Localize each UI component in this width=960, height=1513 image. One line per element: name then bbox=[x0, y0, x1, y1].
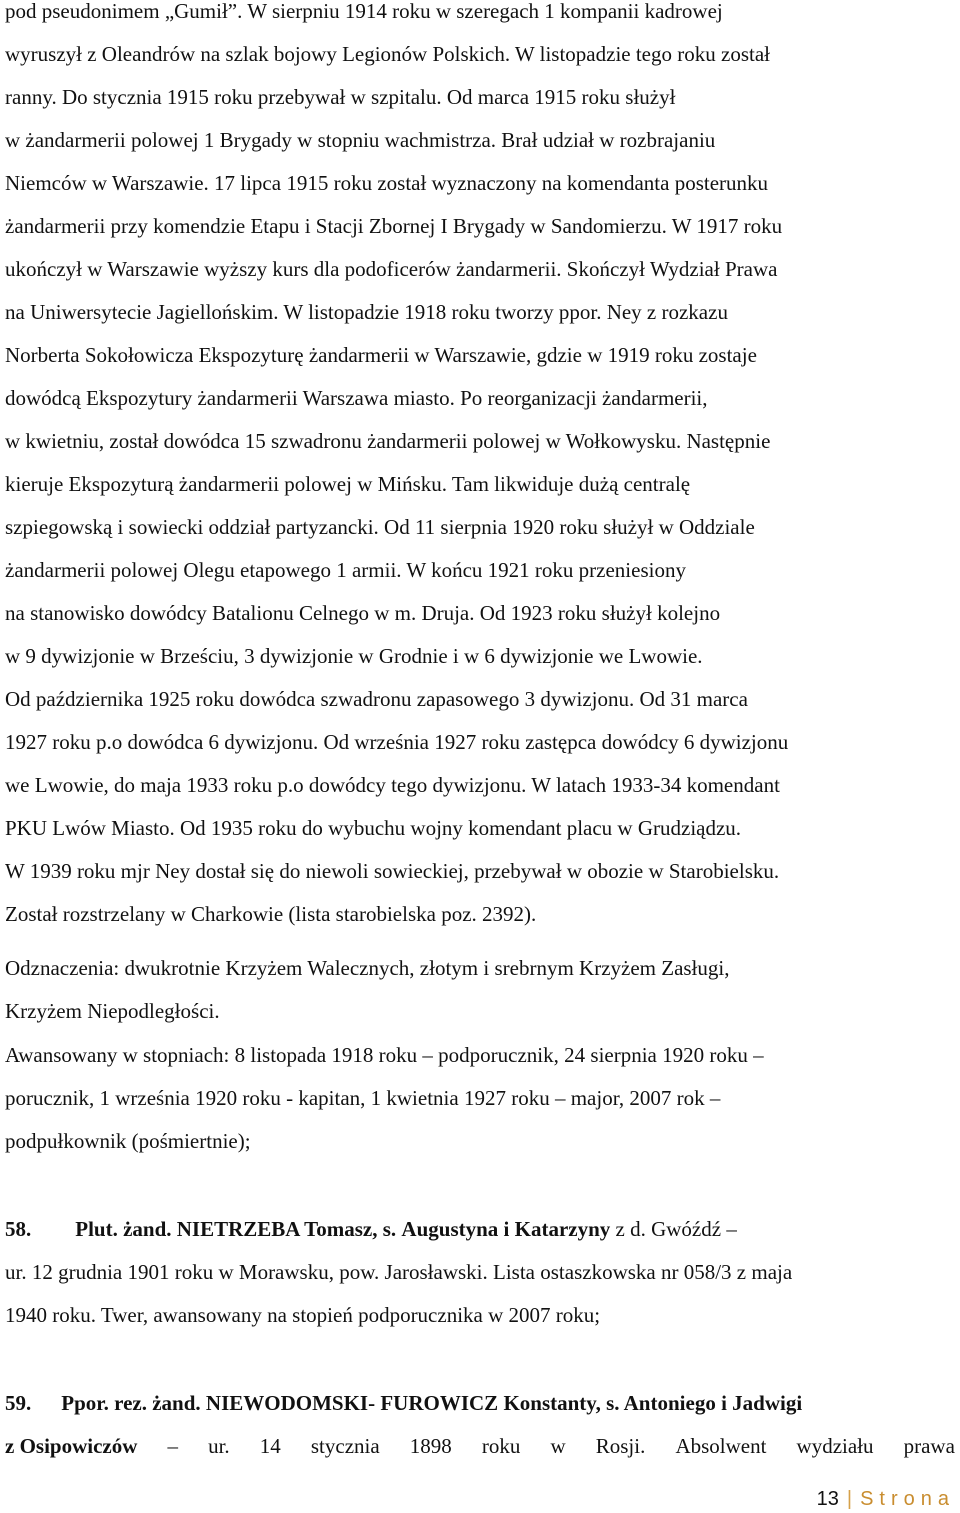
word: roku bbox=[481, 1434, 521, 1458]
text-line: kieruje Ekspozyturą żandarmerii polowej w Mińsku. Tam likwiduje dużą centralę bbox=[5, 472, 691, 496]
text-line: szpiegowską i sowiecki oddział partyzancki. Od 11 sierpnia 1920 roku służył w Oddziale bbox=[5, 515, 755, 539]
word: wydziału bbox=[796, 1434, 874, 1458]
text-line: 1927 roku p.o dowódca 6 dywizjonu. Od września 1927 roku zastępca dowódcy 6 dywizjonu bbox=[5, 730, 789, 754]
entry-number: 59. bbox=[5, 1391, 32, 1415]
page-number: 13 bbox=[816, 1488, 839, 1510]
page-word: Strona bbox=[860, 1488, 955, 1510]
word: w bbox=[550, 1434, 566, 1458]
word: ur. bbox=[208, 1434, 230, 1458]
text-line: w kwietniu, został dowódca 15 szwadronu żandarmerii polowej w Wołkowysku. Następnie bbox=[5, 429, 771, 453]
entry-rank: Plut. żand. bbox=[75, 1217, 172, 1241]
word: 14 bbox=[259, 1434, 281, 1458]
text-line: porucznik, 1 września 1920 roku - kapitan, 1 kwietnia 1927 roku – major, 2007 rok – bbox=[5, 1086, 721, 1110]
text-line: w żandarmerii polowej 1 Brygady w stopniu wachmistrza. Brał udział w rozbrajaniu bbox=[5, 128, 716, 152]
text-line: 1940 roku. Twer, awansowany na stopień podporucznika w 2007 roku; bbox=[5, 1303, 601, 1327]
entry-parents: Augustyna i Katarzyny bbox=[401, 1217, 611, 1241]
text-line: pod pseudonimem „Gumił”. W sierpniu 1914 roku w szeregach 1 kompanii kadrowej bbox=[5, 0, 723, 23]
text-line: we Lwowie, do maja 1933 roku p.o dowódcy tego dywizjonu. W latach 1933-34 komendant bbox=[5, 773, 780, 797]
entry-name: NIETRZEBA Tomasz, s. bbox=[176, 1217, 397, 1241]
text-line: ranny. Do stycznia 1915 roku przebywał w szpitalu. Od marca 1915 roku służył bbox=[5, 85, 676, 109]
word: Rosji. bbox=[595, 1434, 646, 1458]
text-line: ukończył w Warszawie wyższy kurs dla podoficerów żandarmerii. Skończył Wydział Prawa bbox=[5, 257, 778, 281]
text-line: Niemców w Warszawie. 17 lipca 1915 roku został wyznaczony na komendanta posterunku bbox=[5, 171, 769, 195]
text-line: Krzyżem Niepodległości. bbox=[5, 999, 220, 1023]
entry-number: 58. bbox=[5, 1217, 32, 1241]
text-line: ur. 12 grudnia 1901 roku w Morawsku, pow. Jarosławski. Lista ostaszkowska nr 058/3 z maja bbox=[5, 1260, 793, 1284]
entry-heading-line bbox=[5, 1388, 802, 1418]
text-line: Norberta Sokołowicza Ekspozyturę żandarmerii w Warszawie, gdzie w 1919 roku zostaje bbox=[5, 343, 757, 367]
text-line: Od października 1925 roku dowódca szwadronu zapasowego 3 dywizjonu. Od 31 marca bbox=[5, 687, 748, 711]
footer-separator: | bbox=[846, 1488, 853, 1510]
text-line: podpułkownik (pośmiertnie); bbox=[5, 1129, 251, 1153]
text-line: W 1939 roku mjr Ney dostał się do niewoli sowieckiej, przebywał w obozie w Starobielsku. bbox=[5, 859, 780, 883]
text-line: Odznaczenia: dwukrotnie Krzyżem Walecznych, złotym i srebrnym Krzyżem Zasługi, bbox=[5, 956, 730, 980]
entry-name: NIEWODOMSKI- FUROWICZ Konstanty, s. Antoniego i Jadwigi bbox=[205, 1391, 803, 1415]
text-line: PKU Lwów Miasto. Od 1935 roku do wybuchu wojny komendant placu w Grudziądzu. bbox=[5, 816, 742, 840]
entry-heading-rest: z d. Gwóźdź – bbox=[615, 1217, 737, 1241]
text-line: wyruszył z Oleandrów na szlak bojowy Legionów Polskich. W listopadzie tego roku został bbox=[5, 42, 770, 66]
text-line: na Uniwersytecie Jagiellońskim. W listopadzie 1918 roku tworzy ppor. Ney z rozkazu bbox=[5, 300, 728, 324]
entry-rank: Ppor. rez. żand. bbox=[61, 1391, 201, 1415]
text-line: w 9 dywizjonie w Brześciu, 3 dywizjonie w Grodnie i w 6 dywizjonie we Lwowie. bbox=[5, 644, 703, 668]
page-footer bbox=[817, 1488, 955, 1510]
word: prawa bbox=[903, 1434, 955, 1458]
text-line: Został rozstrzelany w Charkowie (lista starobielska poz. 2392). bbox=[5, 902, 537, 926]
word: stycznia bbox=[310, 1434, 380, 1458]
text-line: żandarmerii przy komendzie Etapu i Stacji Zbornej I Brygady w Sandomierzu. W 1917 roku bbox=[5, 214, 783, 238]
word: – bbox=[167, 1434, 178, 1458]
text-line: Awansowany w stopniach: 8 listopada 1918 roku – podporucznik, 24 sierpnia 1920 roku – bbox=[5, 1043, 764, 1067]
entry-heading-line bbox=[5, 1214, 737, 1244]
text-line: dowódcą Ekspozytury żandarmerii Warszawa miasto. Po reorganizacji żandarmerii, bbox=[5, 386, 708, 410]
entry-parent-maiden: z Osipowiczów bbox=[5, 1434, 138, 1458]
word: 1898 bbox=[409, 1434, 452, 1458]
text-line: na stanowisko dowódcy Batalionu Celnego w m. Druja. Od 1923 roku służył kolejno bbox=[5, 601, 721, 625]
word: Absolwent bbox=[675, 1434, 767, 1458]
text-line: żandarmerii polowej Olegu etapowego 1 armii. W końcu 1921 roku przeniesiony bbox=[5, 558, 686, 582]
text-line bbox=[5, 1431, 955, 1461]
